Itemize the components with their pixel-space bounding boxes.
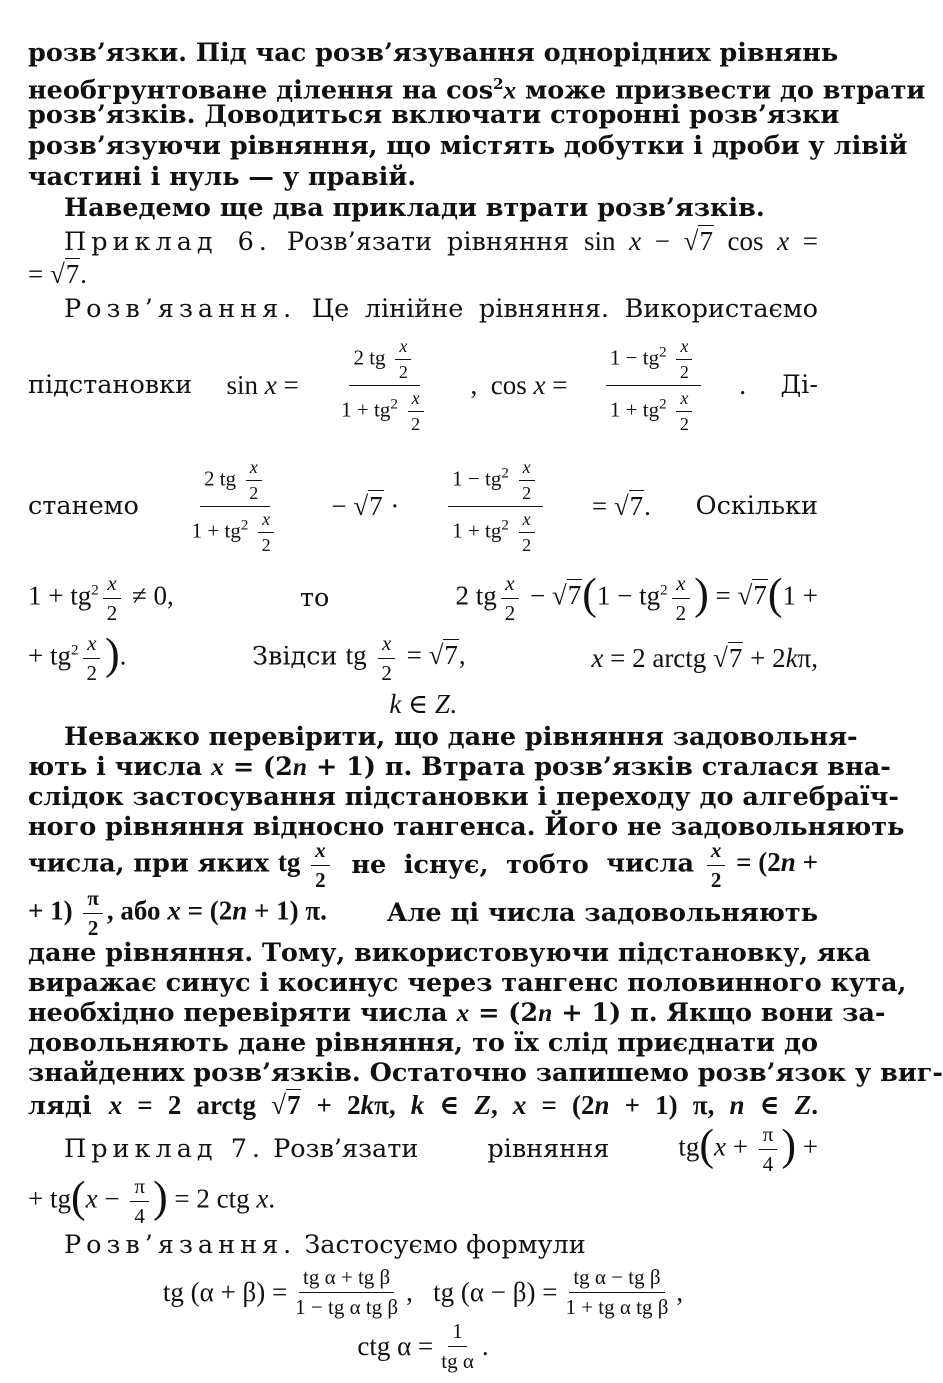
text-line: ляді x = 2 arctg √7 + 2kπ, k ∈ Z, x = (2n + 1) π, n ∈ Z.	[28, 1090, 818, 1121]
word-di: Ді-	[780, 370, 818, 400]
word-stanemo: станемо	[28, 491, 139, 521]
subst-word: підстановки	[28, 370, 193, 400]
substitution-formulas: підстановки sin x = 2 tg $\frac{x}{2}$ $1 + tg^2$ $\frac{x}{2}$ , cos x = $1 - tg^2$ $\frac{x}{2}$ $1 + tg^2$ $\frac{x}{2}$ . Ді-	[28, 335, 818, 434]
text-line: необхідно перевіряти числа x = (2n + 1) π. Якщо вони за-	[28, 998, 886, 1028]
text-line: слідок застосування підстановки і переходу до алгебраїч-	[28, 782, 899, 812]
solution-7-text: Застосуємо формули	[304, 1230, 586, 1260]
equation-line-c: k ∈ Z.	[389, 688, 457, 719]
text-line: частині і нуль — у правій.	[28, 162, 417, 192]
cos-fraction: $1 - tg^2$ $\frac{x}{2}$ $1 + tg^2$ $\frac{x}{2}$	[606, 336, 701, 435]
solution-6-intro	[28, 294, 818, 324]
text-line: дане рівняння. Тому, використовуючи підстановку, яка	[28, 938, 871, 968]
text-line: довольняють дане рівняння, то їх слід приєднати до	[28, 1028, 818, 1058]
text-line: розв’язків. Доводиться включати сторонні розв’язки	[28, 100, 840, 130]
example-7-statement-cont: + tg(x − $\frac{\pi}{4}$ ) = 2 ctg x.	[28, 1172, 276, 1228]
text-line: Неважко перевірити, що дане рівняння задовольня-	[64, 722, 858, 752]
text-line: розв’язки. Під час розв’язування однорідних рівнянь	[28, 38, 839, 68]
example-6-label: Приклад 6.	[64, 227, 272, 257]
solution-6-text: Це лінійне рівняння. Використаємо	[311, 294, 818, 324]
sin-fraction: 2 tg $\frac{x}{2}$ $1 + tg^2$ $\frac{x}{2}$	[337, 336, 432, 435]
text-line: Наведемо ще два приклади втрати розв’язків.	[64, 193, 765, 223]
word-oskilky: Оскільки	[695, 491, 818, 521]
text-line: + 1) $\frac{\pi}{2}$ , або x = (2n + 1) π. Але ці числа задовольняють	[28, 885, 818, 940]
solution-7-intro	[28, 1230, 818, 1260]
text-line: розв’язуючи рівняння, що містять добутки і дроби у лівій	[28, 131, 908, 161]
text-line: знайдених розв’язків. Остаточно запишемо розв’язок у виг-	[28, 1058, 943, 1088]
substituted-equation: станемо 2 tg $\frac{x}{2}$ $1 + tg^2$ $\frac{x}{2}$ − √7 · $1 - tg^2$ $\frac{x}{2}$ $1 + tg^2$ $\frac{x}{2}$ = √7. Оскільки	[28, 456, 818, 555]
solution-6-label: Розв’язання.	[64, 294, 297, 324]
cotangent-formula: ctg α = $\frac{1}{\text{tg α}}$ .	[357, 1318, 489, 1373]
example-6-statement: Приклад 6. Розв’язати рівняння sin x − √7 cos x =	[64, 226, 819, 257]
equation-line-a: $1 + tg^2$ $\frac{x}{2}$ ≠ 0, то 2 tg $\frac{x}{2}$ − $√7(1 - tg^2$ $\frac{x}{2}$ ) = √7(1 +	[28, 569, 818, 625]
text-line: ють і числа x = (2n + 1) π. Втрата розв’язків сталася вна-	[28, 752, 891, 782]
text-line: необгрунтоване ділення на $\cos^2x$ може призвести до втрати	[28, 75, 926, 106]
example-7-statement: Приклад 7. Розв’язати рівняння tg(x + $\frac{\pi}{4}$ ) +	[64, 1120, 818, 1176]
solution-7-label: Розв’язання.	[64, 1230, 297, 1260]
tangent-formulas: tg (α + β) = $\frac{\text{tg α + tg β}}{\text{1 − tg α tg β}}$ , tg (α − β) = $\frac{\text{tg α − tg β}}{\text{1 + tg α tg β}}$ ,	[162, 1264, 684, 1319]
text-line: ного рівняння відносно тангенса. Його не задовольняють	[28, 812, 905, 842]
text-line: числа, при яких tg $\frac{x}{2}$ не існує, тобто числа $\frac{x}{2}$ = (2n +	[28, 837, 818, 892]
example-6-statement-cont: = √7.	[28, 259, 88, 289]
text-line: виражає синус і косинус через тангенс половинного кута,	[28, 968, 907, 998]
example-7-label: Приклад 7.	[64, 1134, 266, 1164]
equation-line-b: + $tg^2$ $\frac{x}{2}$ ). Звідси tg $\frac{x}{2}$ = √7, x = 2 arctg √7 + 2kπ,	[28, 629, 818, 685]
